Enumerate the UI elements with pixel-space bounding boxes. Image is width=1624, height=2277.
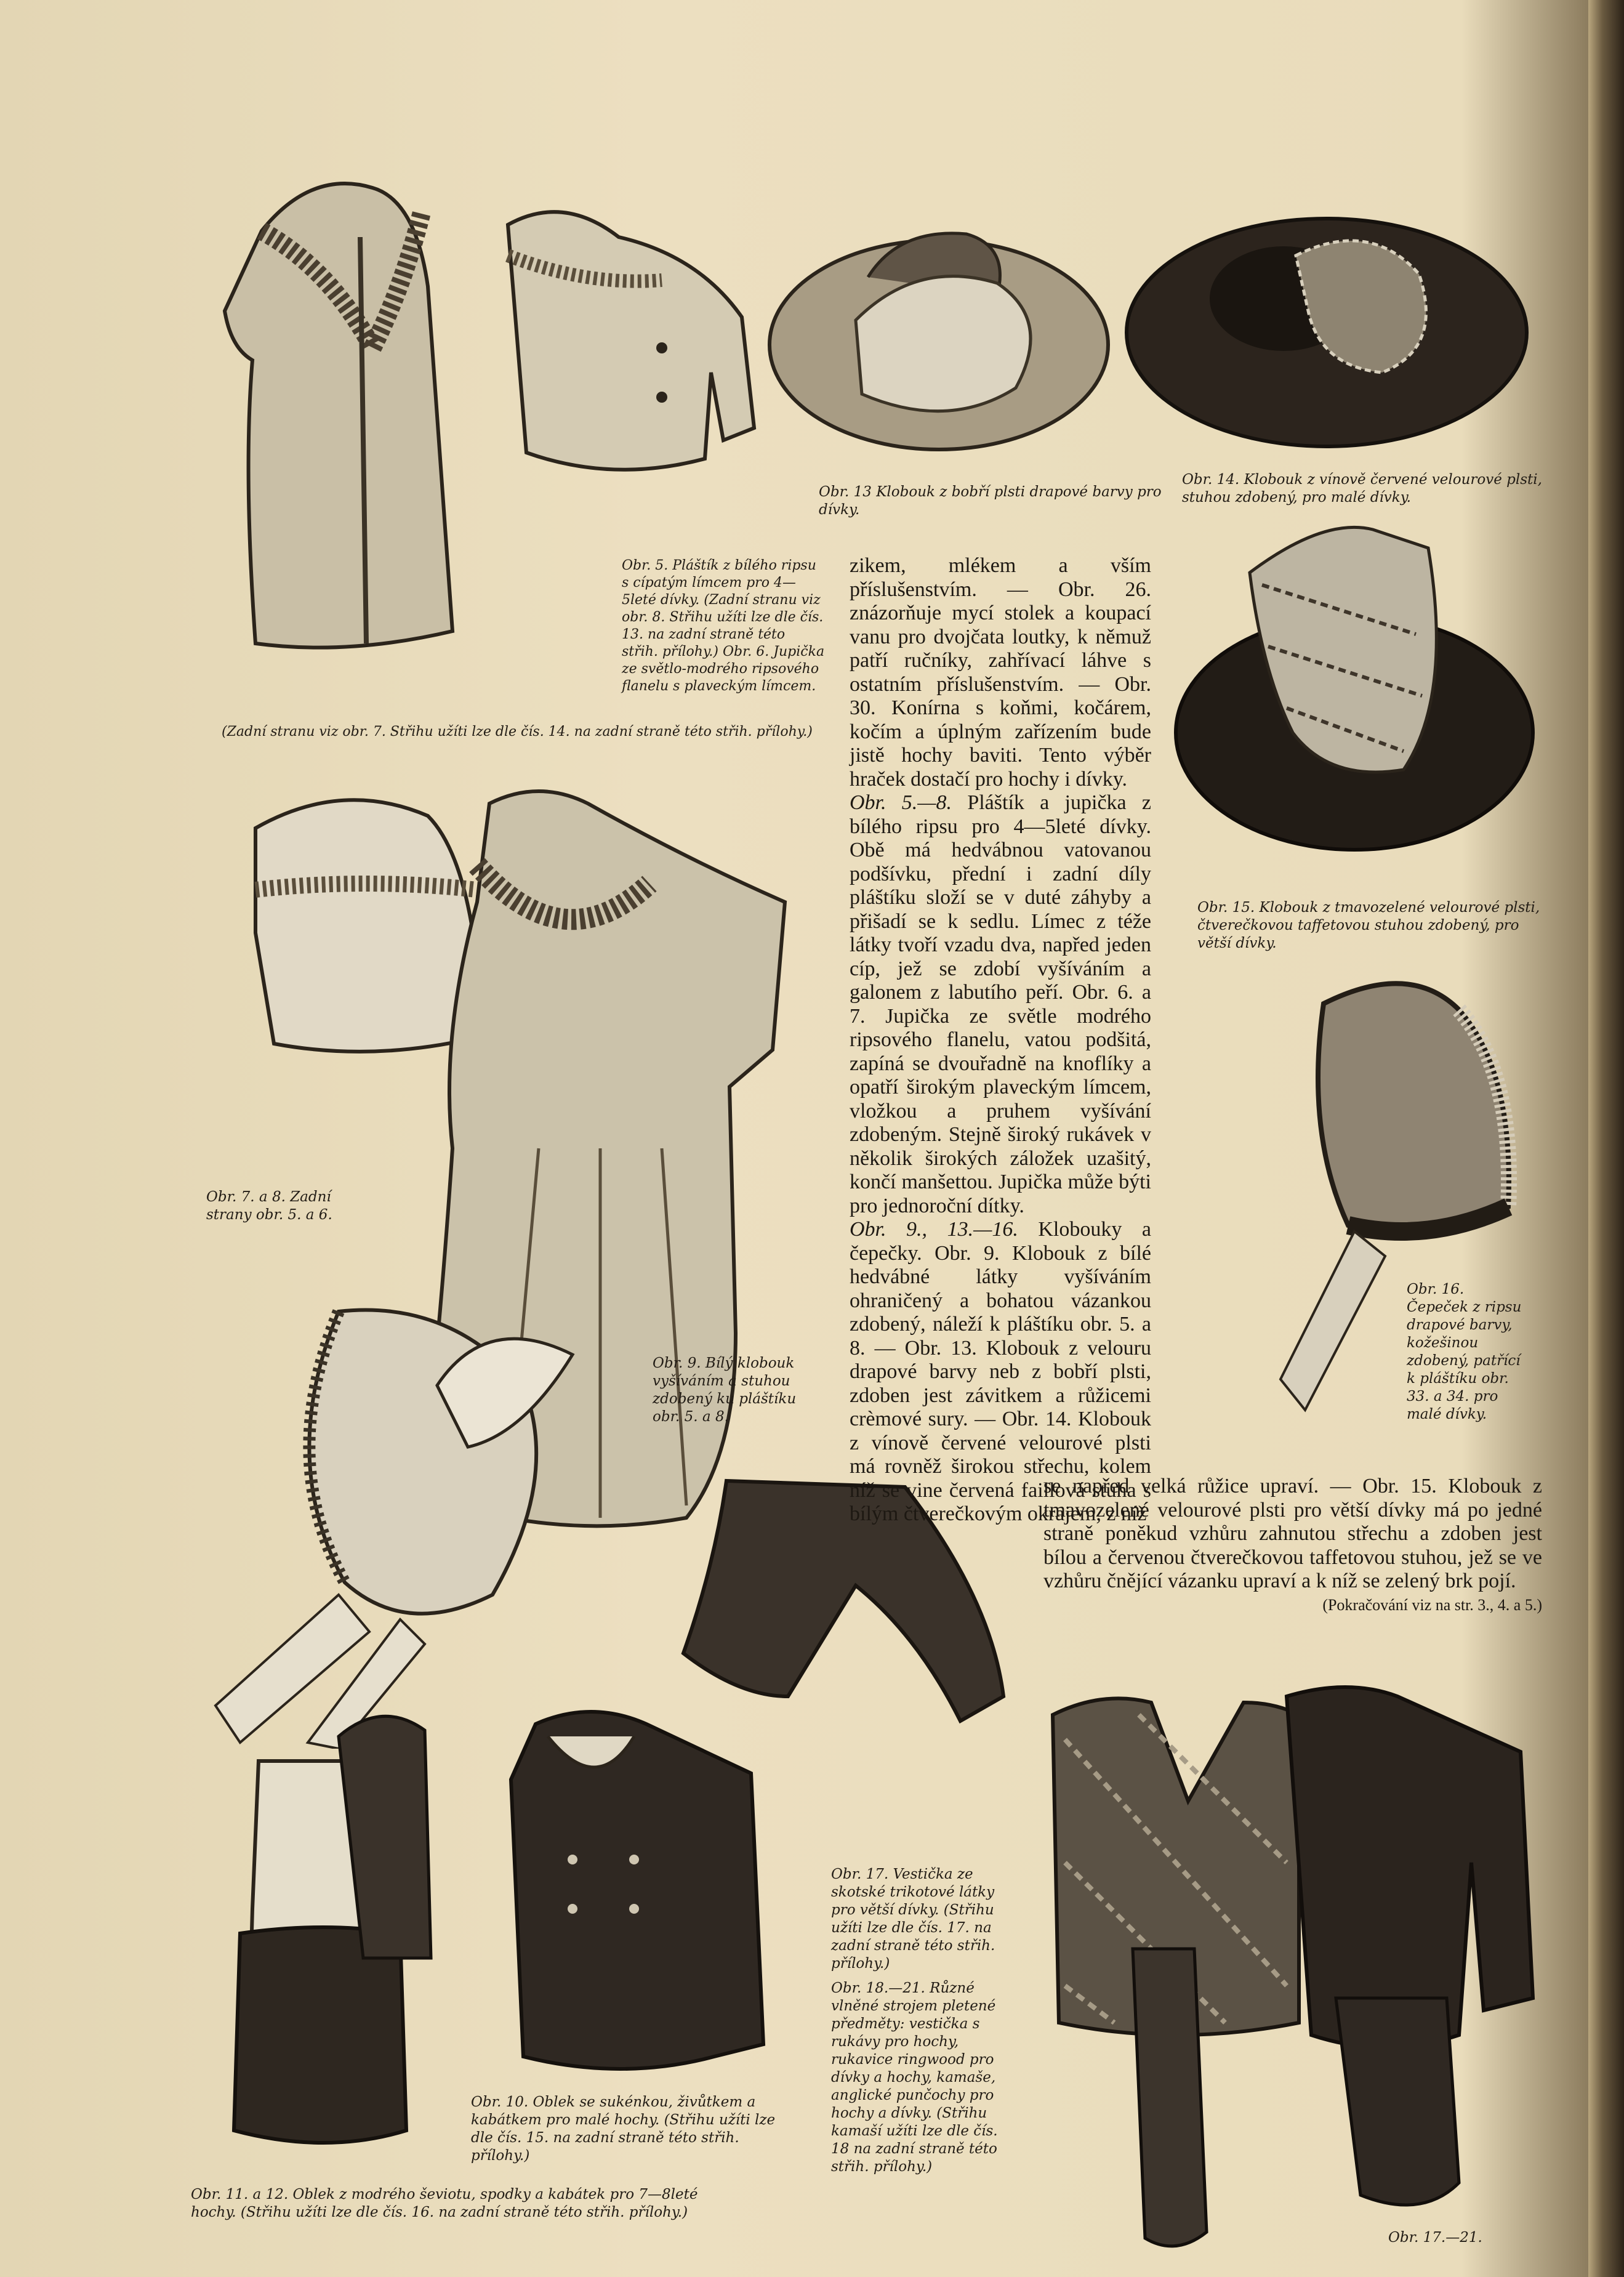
caption-obr9: Obr. 9. Bílý klobouk vyšíváním a stuhou zdobený ku pláštíku obr. 5. a 8. bbox=[653, 1355, 797, 1425]
paragraph-text: Pláštík a jupička z bílého ripsu pro 4—5leté dívky. Obě má hedvábnou vatovanou podšívku, přední i zadní díly pláštíku složí se v duté záhyby a přišadí se k sedlu. Límec z téže látky tvoří vzadu dva, napřed jeden cíp, jež se zdobí vyšíváním a galonem z labutího peří. Obr. 6. a 7. Jupička ze světle modrého ripsového flanelu, vatou podšitá, zapíná se dvouřadně na knoflíky a opatří širokým plaveckým límcem, vložkou a pruhem vyšívání zdobeným. Stejně široký rukávek v několik širokých záložek uzašitý, končí manšettou. Jupička může býti pro jednoroční dítky. bbox=[850, 791, 1152, 1217]
illustration-knitwear bbox=[1040, 1678, 1551, 2269]
article-column-2 bbox=[1043, 1475, 1542, 1617]
paragraph-obr15: se napřed velká růžice upraví. — Obr. 15. Klobouk z tmavozelené velourové plsti pro větší dívky má po jedné straně poněkud vzhůru zahnutou střechu a zdoben jest bílou a červenou čtverečkovou taffetovou stuhou, jež se ve vzhůru čnějící vázanku upraví a k níž se zelený brk pojí. bbox=[1043, 1475, 1542, 1592]
caption-obr7-8: Obr. 7. a 8. Zadní strany obr. 5. a 6. bbox=[206, 1189, 332, 1223]
caption-obr10: Obr. 10. Oblek se sukénkou, živůtkem a kabátkem pro malé hochy. (Střihu užíti lze dle čís. 15. na zadní straně této střih. přílohy.) bbox=[471, 2094, 776, 2164]
caption-obr17-21: Obr. 17.—21. bbox=[1388, 2230, 1482, 2246]
caption-obr13: Obr. 13 Klobouk z bobří plsti drapové barvy pro dívky. bbox=[819, 484, 1162, 518]
paragraph-obr5-8 bbox=[850, 791, 1151, 1218]
article-column-1 bbox=[850, 554, 1151, 1526]
caption-obr14: Obr. 14. Klobouk z vínově červené velourové plsti, stuhou zdobený, pro malé dívky. bbox=[1182, 472, 1542, 506]
paragraph-text: Klobouky a čepečky. Obr. 9. Klobouk z bílé hedvábné látky vyšíváním ohraničený a bohatou vázankou zdobený, náleží k pláštíku obr. 5. a 8. — Obr. 13. Klobouk z velouru drapové barvy neb z bobří plsti, zdoben jest závitkem a růžicemi crèmové sury. — Obr. 14. Klobouk z vínově červené velourové plsti má rovněž širokou střechu, kolem níž se vine červená faillová stuha s bílým čtverečkovým okrajem, z níž bbox=[850, 1218, 1151, 1525]
caption-obr16: Obr. 16. Čepeček z ripsu drapové barvy, kožešinou zdobený, patřící k pláštíku obr. 33. a 34. pro malé dívky. bbox=[1407, 1281, 1522, 1422]
paragraph-toys: zikem, mlékem a vším příslušenstvím. — Obr. 26. znázorňuje mycí stolek a koupací vanu pro dvojčata loutky, k němuž patří ručníky, zahřívací láhve s ostatním příslušenstvím. — Obr. 30. Konírna s koňmi, kočárem, kočím a úplným zařízením bude jistě hochy baviti. Tento výběr hraček dostačí pro hochy i dívky. bbox=[850, 554, 1151, 791]
caption-obr15: Obr. 15. Klobouk z tmavozelené velourové plsti, čtverečkovou taffetovou stuhou zdobený, pro větší dívky. bbox=[1197, 900, 1540, 951]
ref-label: Obr. 5.—8. bbox=[850, 791, 952, 814]
ref-label: Obr. 9., 13.—16. bbox=[850, 1218, 1018, 1241]
illustration-hat-obr15 bbox=[1170, 511, 1539, 862]
page-edge-shadow bbox=[1588, 0, 1624, 2277]
caption-obr5-6: Obr. 5. Pláštík z bílého ripsu s cípatým límcem pro 4—5leté dívky. (Zadní stranu viz obr. 8. Střihu užíti lze dle čís. 13. na zadní straně této střih. přílohy.) Obr. 6. Jupička ze světlo-modrého ripsového flanelu s plaveckým límcem. bbox=[622, 558, 825, 694]
caption-obr17: Obr. 17. Vestička ze skotské trikotové látky pro větší dívky. (Střihu užíti lze dle čís. 17. na zadní straně této střih. přílohy.) bbox=[831, 1866, 995, 1972]
illustration-hat-obr14 bbox=[1124, 212, 1533, 453]
caption-obr18-21: Obr. 18.—21. Různé vlněné strojem pletené předměty: vestička s rukávy pro hochy, rukavice ringwood pro dívky a hochy, kamaše, anglické punčochy pro hochy a dívky. (Střihu kamaší užíti lze dle čís. 18 na zadní straně této střih. přílohy.) bbox=[831, 1980, 998, 2175]
illustration-hat-obr13 bbox=[763, 209, 1114, 480]
caption-obr11-12: Obr. 11. a 12. Oblek z modrého ševiotu, spodky a kabátek pro 7—8leté hochy. (Střihu užíti lze dle čís. 16. na zadní straně této střih. přílohy.) bbox=[191, 2186, 698, 2220]
illustration-white-hat-obr9 bbox=[203, 1275, 609, 1749]
caption-obr5-6-cont: (Zadní stranu viz obr. 7. Střihu užíti lze dle čís. 14. na zadní straně této střih. přílohy.) bbox=[222, 724, 813, 740]
continued-note: (Pokračování viz na str. 3., 4. a 5.) bbox=[1322, 1595, 1542, 1614]
